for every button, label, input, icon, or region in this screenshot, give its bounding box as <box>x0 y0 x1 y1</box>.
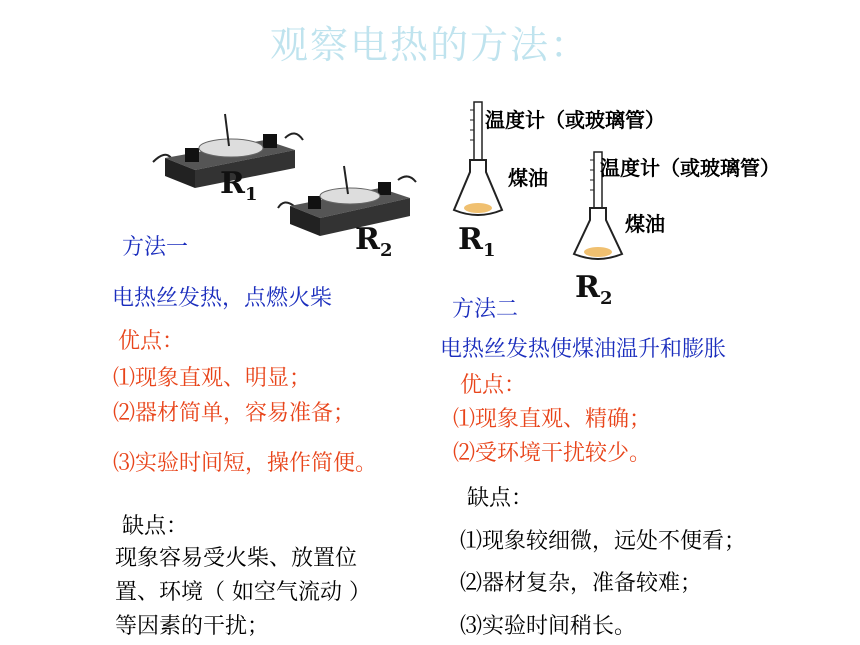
method2-description: 电热丝发热使煤油温升和膨胀 <box>440 337 727 362</box>
method1-con-line: 置、环境（ 如空气流动 ） <box>115 580 371 605</box>
r1-label: $R_1$ <box>220 166 258 205</box>
oil-label-2: 煤油 <box>625 212 665 236</box>
method2-pro-item: ⑵受环境干扰较少。 <box>453 441 652 466</box>
method1-heading: 方法一 <box>122 235 189 260</box>
method1-pro-item: ⑵器材简单，容易准备； <box>113 401 356 426</box>
method2-pro-item: ⑴现象直观、精确； <box>453 407 652 432</box>
resistor-apparatus-r2-image <box>270 160 420 245</box>
method1-con-line: 等因素的干扰； <box>115 614 270 639</box>
method1-pro-item: ⑴现象直观、明显； <box>113 366 312 391</box>
page-title: 观察电热的方法： <box>269 23 590 67</box>
method2-con-item: ⑴现象较细微，远处不便看； <box>460 529 747 554</box>
method2-con-item: ⑶实验时间稍长。 <box>460 614 637 639</box>
method1-pro-item: ⑶实验时间短，操作简便。 <box>113 451 378 476</box>
thermometer-label-1: 温度计（或玻璃管） <box>485 108 665 132</box>
method1-con-line: 现象容易受火柴、放置位 <box>115 546 358 571</box>
method2-con-item: ⑵器材复杂，准备较难； <box>460 571 703 596</box>
method1-description: 电热丝发热，点燃火柴 <box>112 286 333 311</box>
oil-label-1: 煤油 <box>508 166 548 190</box>
method2-pros-heading: 优点： <box>460 373 527 398</box>
r2-label: $R_2$ <box>355 222 393 261</box>
flask-r2-label: $R_2$ <box>575 270 613 309</box>
method2-heading: 方法二 <box>452 297 519 322</box>
method1-cons-heading: 缺点： <box>122 514 189 539</box>
flask-r1-label: $R_1$ <box>458 222 496 261</box>
thermometer-label-2: 温度计（或玻璃管） <box>600 156 780 180</box>
method1-pros-heading: 优点： <box>118 329 185 354</box>
method2-cons-heading: 缺点： <box>467 486 534 511</box>
